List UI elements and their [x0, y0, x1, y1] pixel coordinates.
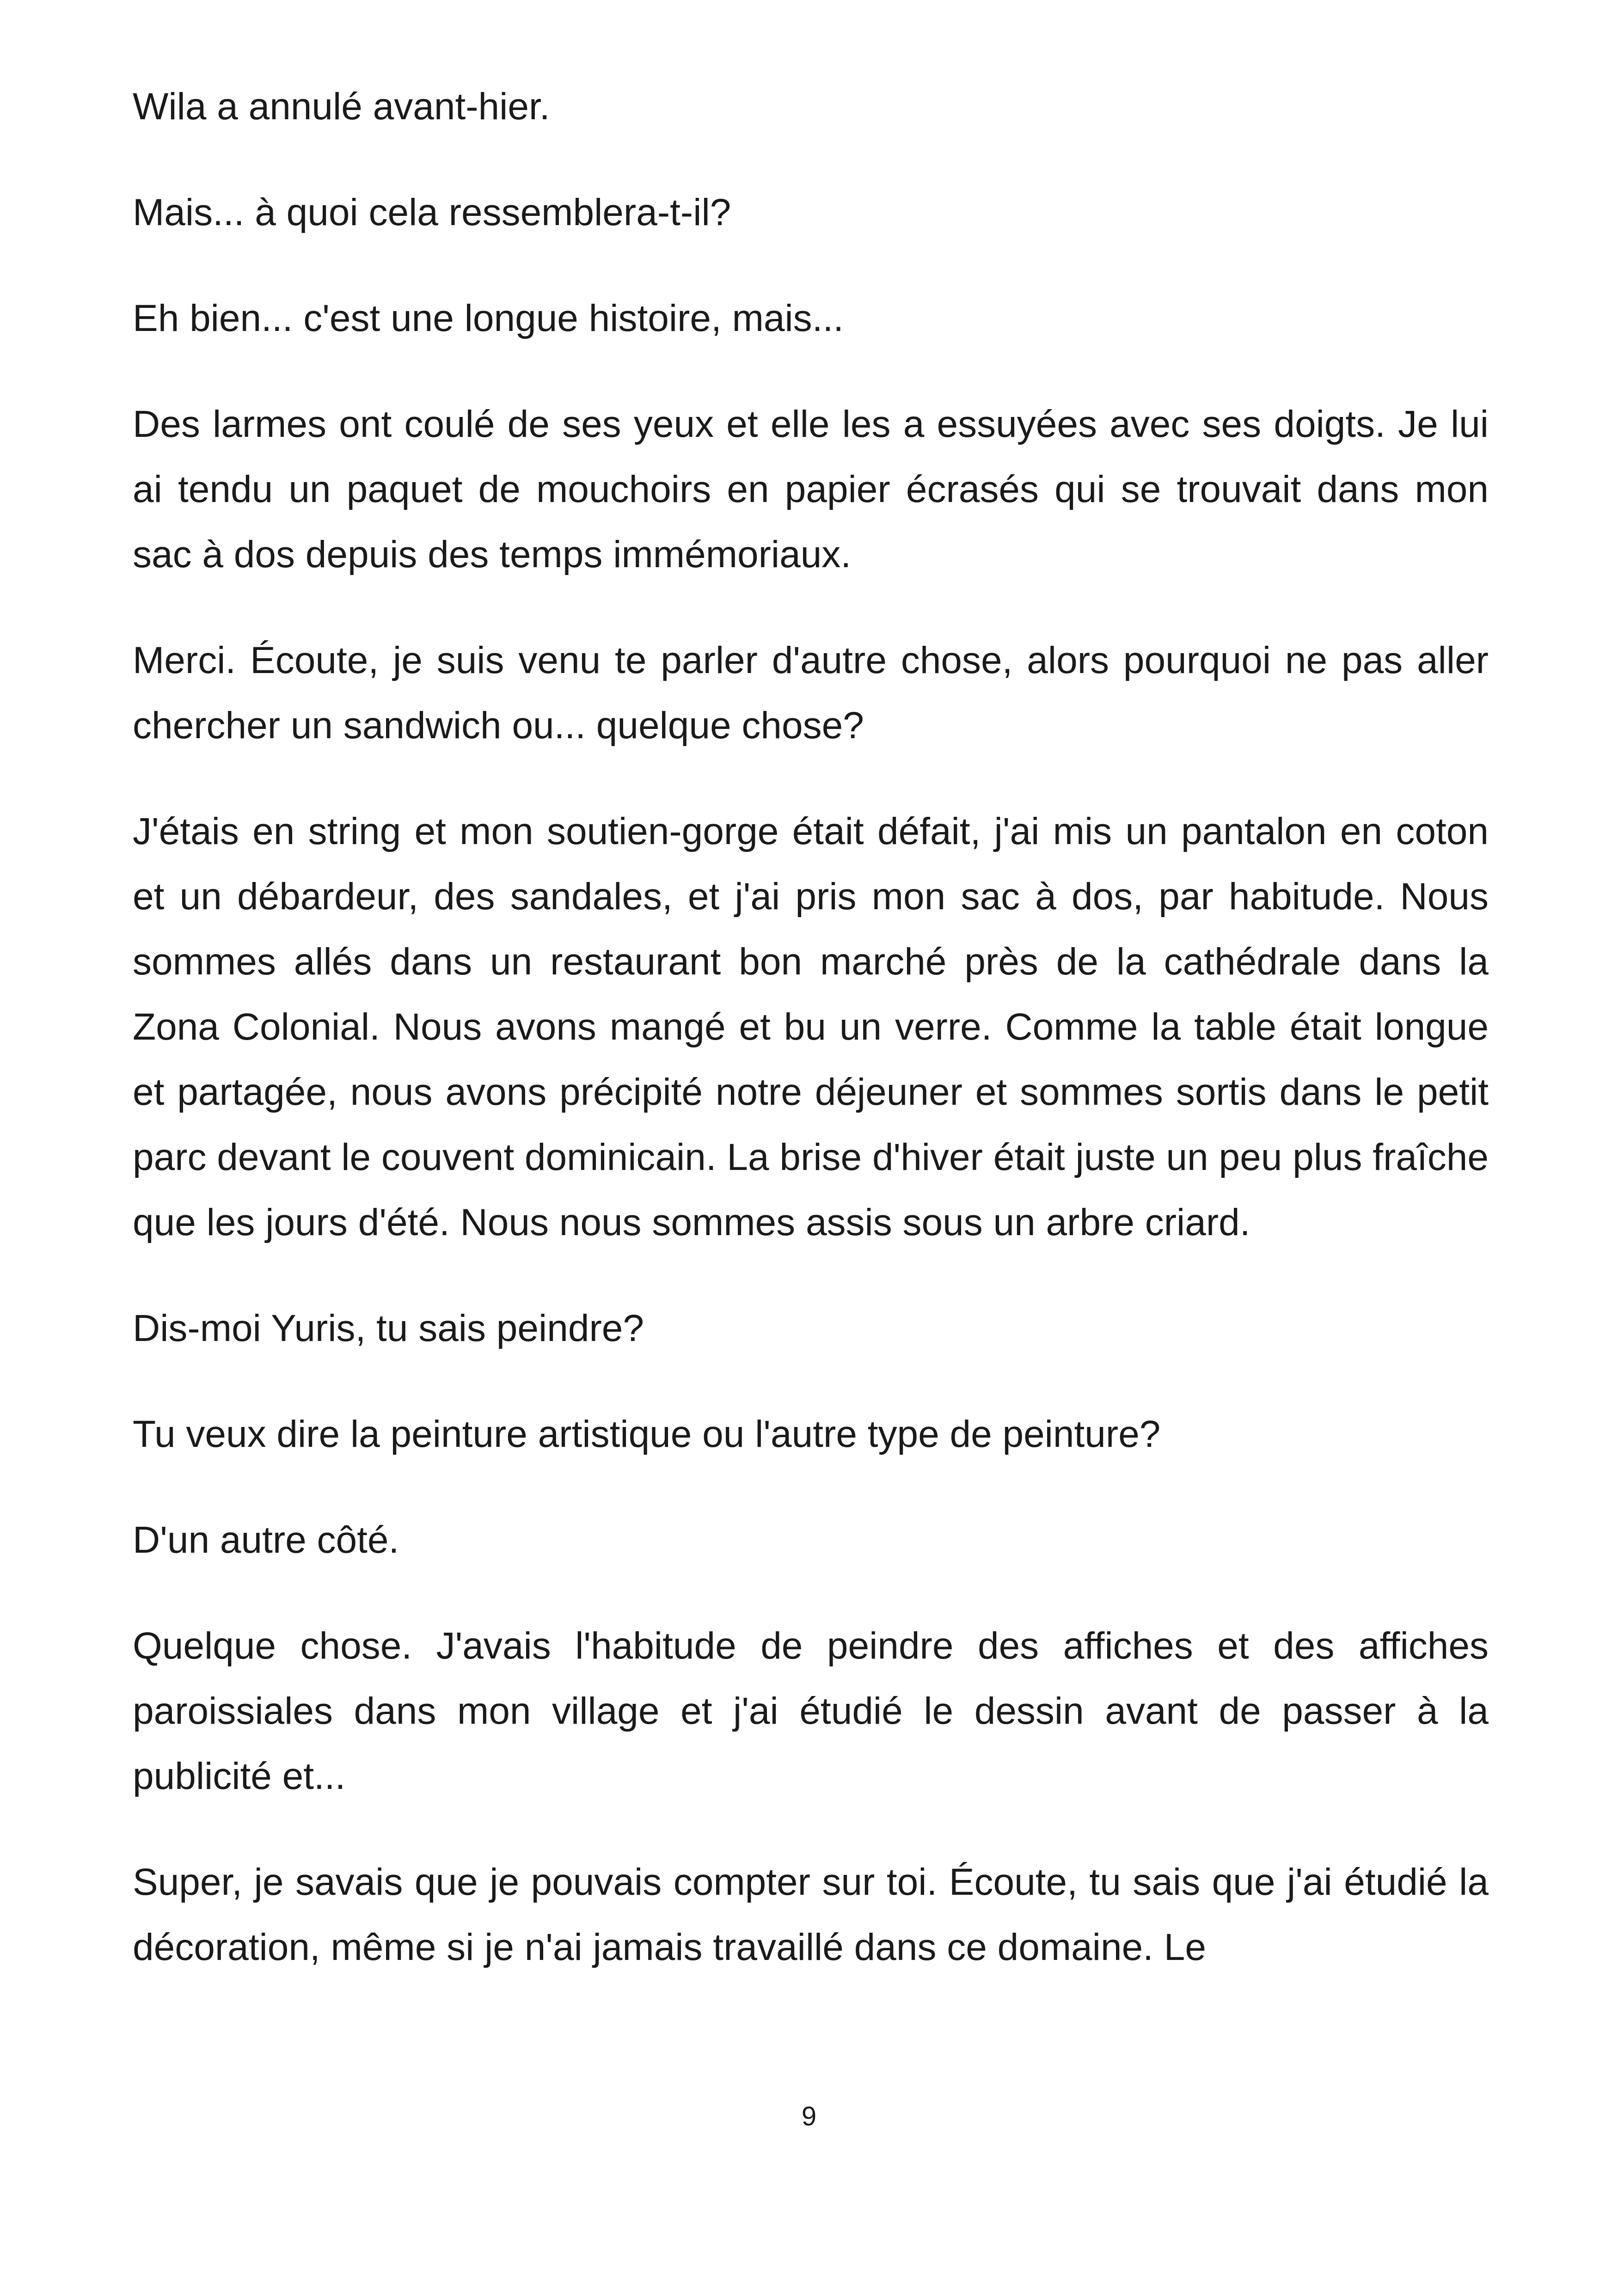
paragraph: D'un autre côté. — [133, 1519, 399, 1561]
paragraph: Eh bien... c'est une longue histoire, mais... — [133, 297, 844, 339]
paragraph: Super, je savais que je pouvais compter sur toi. Écoute, tu sais que j'ai étudié la décoration, même si je n'ai jamais travaillé dans ce domaine. Le — [133, 1861, 1489, 1968]
paragraph: Merci. Écoute, je suis venu te parler d'autre chose, alors pourquoi ne pas aller chercher un sandwich ou... quelque chose? — [133, 639, 1489, 747]
paragraph: Tu veux dire la peinture artistique ou l'autre type de peinture? — [133, 1413, 1161, 1455]
paragraph: Wila a annulé avant-hier. — [133, 86, 550, 128]
paragraph: Des larmes ont coulé de ses yeux et elle les a essuyées avec ses doigts. Je lui ai tendu un paquet de mouchoirs en papier écrasés qui se trouvait dans mon sac à dos depuis des temps immémoriaux. — [133, 403, 1489, 576]
body-text — [133, 74, 1489, 2020]
paragraph: J'étais en string et mon soutien-gorge était défait, j'ai mis un pantalon en coton et un débardeur, des sandales, et j'ai pris mon sac à dos, par habitude. Nous sommes allés dans un restaurant bon marché près de la cathédrale dans la Zona Colonial. Nous avons mangé et bu un verre. Comme la table était longue et partagée, nous avons précipité notre déjeuner et sommes sortis dans le petit parc devant le couvent dominicain. La brise d'hiver était juste un peu plus fraîche que les jours d'été. Nous nous sommes assis sous un arbre criard. — [133, 810, 1489, 1243]
page-number: 9 — [801, 2101, 817, 2131]
paragraph: Quelque chose. J'avais l'habitude de peindre des affiches et des affiches paroissiales dans mon village et j'ai étudié le dessin avant de passer à la publicité et... — [133, 1625, 1489, 1797]
paragraph: Mais... à quoi cela ressemblera-t-il? — [133, 191, 731, 233]
paragraph: Dis-moi Yuris, tu sais peindre? — [133, 1307, 644, 1349]
